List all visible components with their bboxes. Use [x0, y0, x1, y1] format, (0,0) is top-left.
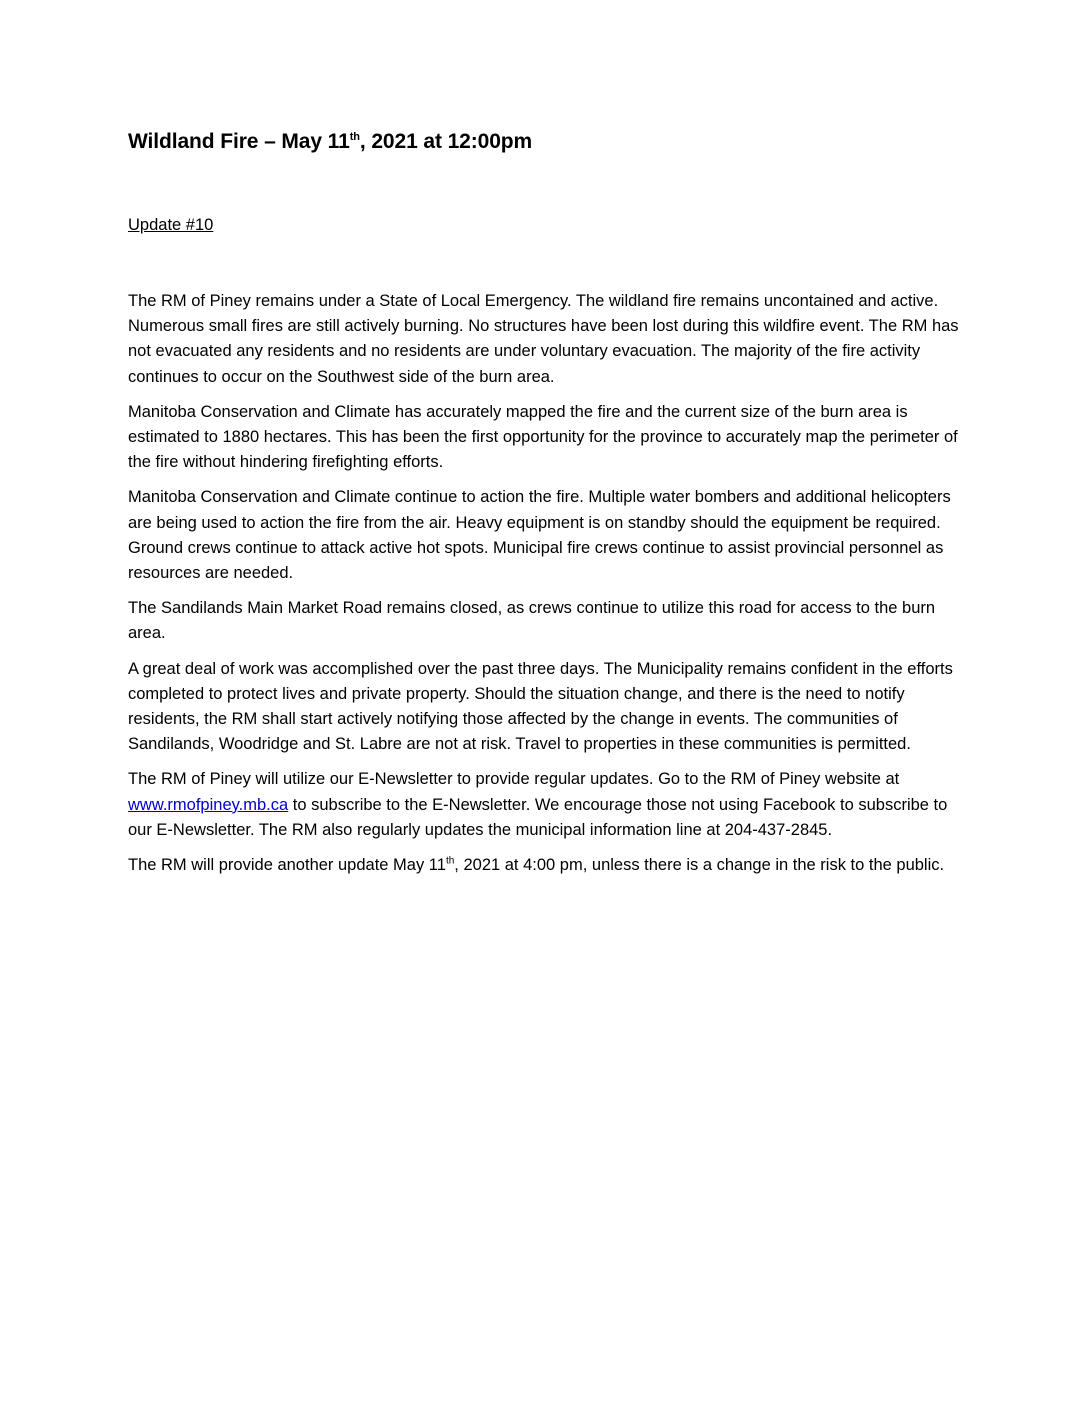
title-prefix: Wildland Fire – May 11	[128, 130, 350, 153]
document-page	[128, 126, 968, 878]
next-update-suffix: , 2021 at 4:00 pm, unless there is a change in the risk to the public.	[454, 856, 945, 875]
newsletter-text-after: to subscribe to the E-Newsletter. We encourage those not using Facebook to subscribe to our E-Newsletter. The RM also regularly updates the municipal information line at 204-437-2845.	[128, 795, 948, 839]
update-label: Update #10	[128, 216, 214, 234]
paragraph-newsletter	[128, 767, 968, 843]
paragraph-road-closure: The Sandilands Main Market Road remains closed, as crews continue to utilize this road for access to the burn area.	[128, 599, 936, 643]
paragraph-fire-action: Manitoba Conservation and Climate continue to action the fire. Multiple water bombers and additional helicopters are being used to action the fire from the air. Heavy equipment is on standby should the equipment be required. Ground crews continue to attack active hot spots. Municipal fire crews continue to assist provincial personnel as resources are needed.	[128, 488, 951, 583]
next-update-prefix: The RM will provide another update May 11	[128, 856, 446, 875]
paragraph-communities: A great deal of work was accomplished over the past three days. The Municipality remains confident in the efforts completed to protect lives and private property. Should the situation change, and there is the need to notify residents, the RM shall start actively notifying those affected by the change in events. The communities of Sandilands, Woodridge and St. Labre are not at risk. Travel to properties in these communities is permitted.	[128, 659, 953, 754]
paragraph-next-update	[128, 853, 968, 878]
title-suffix: , 2021 at 12:00pm	[359, 130, 533, 153]
title-superscript: th	[349, 131, 360, 143]
website-link[interactable]: www.rmofpiney.mb.ca	[128, 795, 289, 814]
paragraph-state-of-emergency: The RM of Piney remains under a State of Local Emergency. The wildland fire remains uncontained and active. Numerous small fires are still actively burning. No structures have been lost during this wildfire event. The RM has not evacuated any residents and no residents are under voluntary evacuation. The majority of the fire activity continues to occur on the Southwest side of the burn area.	[128, 292, 959, 386]
newsletter-text-before: The RM of Piney will utilize our E-Newsletter to provide regular updates. Go to the RM of Piney website at	[128, 770, 900, 789]
next-update-superscript: th	[445, 855, 455, 867]
paragraph-burn-area: Manitoba Conservation and Climate has accurately mapped the fire and the current size of the burn area is estimated to 1880 hectares. This has been the first opportunity for the province to accurately map the perimeter of the fire without hindering firefighting efforts.	[128, 402, 958, 472]
document-title	[128, 126, 968, 158]
